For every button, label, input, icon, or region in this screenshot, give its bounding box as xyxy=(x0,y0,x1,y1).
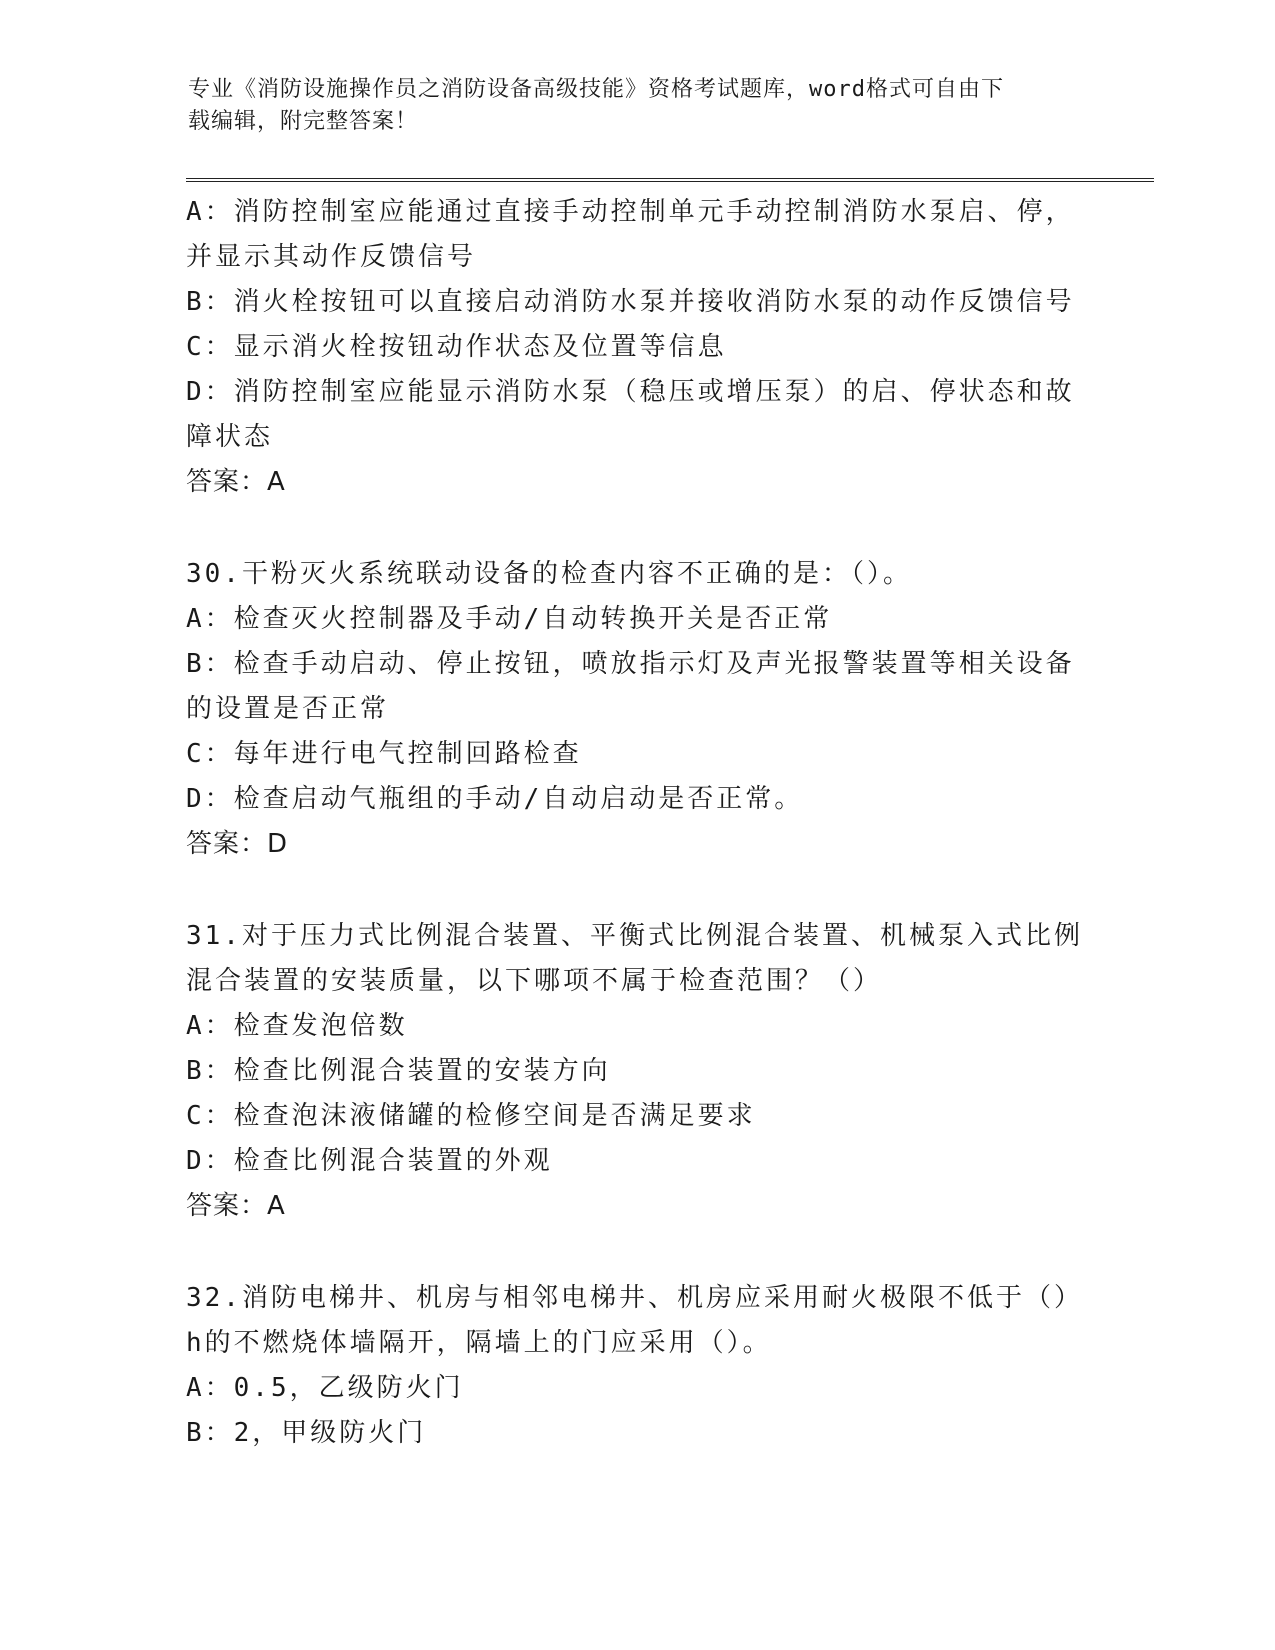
question-list xyxy=(186,190,1086,1456)
block-spacer xyxy=(186,505,1086,552)
answer-line: 答案：A xyxy=(186,1191,286,1221)
block-spacer xyxy=(186,867,1086,914)
question-line: B：检查手动启动、停止按钮，喷放指示灯及声光报警装置等相关设备 xyxy=(186,649,1075,679)
question-line: D：检查比例混合装置的外观 xyxy=(186,1146,553,1176)
question-block xyxy=(186,190,1086,505)
question-line: D：检查启动气瓶组的手动/自动启动是否正常。 xyxy=(186,784,804,814)
question-line: A：检查灭火控制器及手动/自动转换开关是否正常 xyxy=(186,604,833,634)
question-line: 并显示其动作反馈信号 xyxy=(186,242,477,272)
header-line: 专业《消防设施操作员之消防设备高级技能》资格考试题库，word格式可自由下 xyxy=(188,77,1004,102)
question-line: 30.干粉灭火系统联动设备的检查内容不正确的是：（）。 xyxy=(186,559,912,589)
block-spacer xyxy=(186,1229,1086,1276)
answer-line: 答案：D xyxy=(186,829,289,859)
question-line: 31.对于压力式比例混合装置、平衡式比例混合装置、机械泵入式比例 xyxy=(186,921,1083,951)
question-line: C：检查泡沫液储罐的检修空间是否满足要求 xyxy=(186,1101,756,1131)
question-block xyxy=(186,1276,1086,1456)
question-line: C：显示消火栓按钮动作状态及位置等信息 xyxy=(186,332,727,362)
question-line: B：消火栓按钮可以直接启动消防水泵并接收消防水泵的动作反馈信号 xyxy=(186,287,1075,317)
answer-line: 答案：A xyxy=(186,467,286,497)
question-line: A：0.5，乙级防火门 xyxy=(186,1373,464,1403)
question-line: B：检查比例混合装置的安装方向 xyxy=(186,1056,611,1086)
question-line: h的不燃烧体墙隔开，隔墙上的门应采用（）。 xyxy=(186,1328,772,1358)
question-block xyxy=(186,552,1086,867)
question-block xyxy=(186,914,1086,1229)
header-divider xyxy=(186,178,1154,182)
question-line: 障状态 xyxy=(186,422,274,452)
header-line: 载编辑，附完整答案！ xyxy=(188,109,419,134)
question-line: B：2，甲级防火门 xyxy=(186,1418,427,1448)
question-line: C：每年进行电气控制回路检查 xyxy=(186,739,582,769)
question-line: 的设置是否正常 xyxy=(186,694,390,724)
question-line: 32.消防电梯井、机房与相邻电梯井、机房应采用耐火极限不低于（） xyxy=(186,1283,1083,1313)
document-header xyxy=(188,74,1068,138)
question-line: 混合装置的安装质量，以下哪项不属于检查范围？（） xyxy=(186,966,883,996)
question-line: D：消防控制室应能显示消防水泵（稳压或增压泵）的启、停状态和故 xyxy=(186,377,1075,407)
question-line: A：检查发泡倍数 xyxy=(186,1011,408,1041)
question-line: A：消防控制室应能通过直接手动控制单元手动控制消防水泵启、停， xyxy=(186,197,1075,227)
